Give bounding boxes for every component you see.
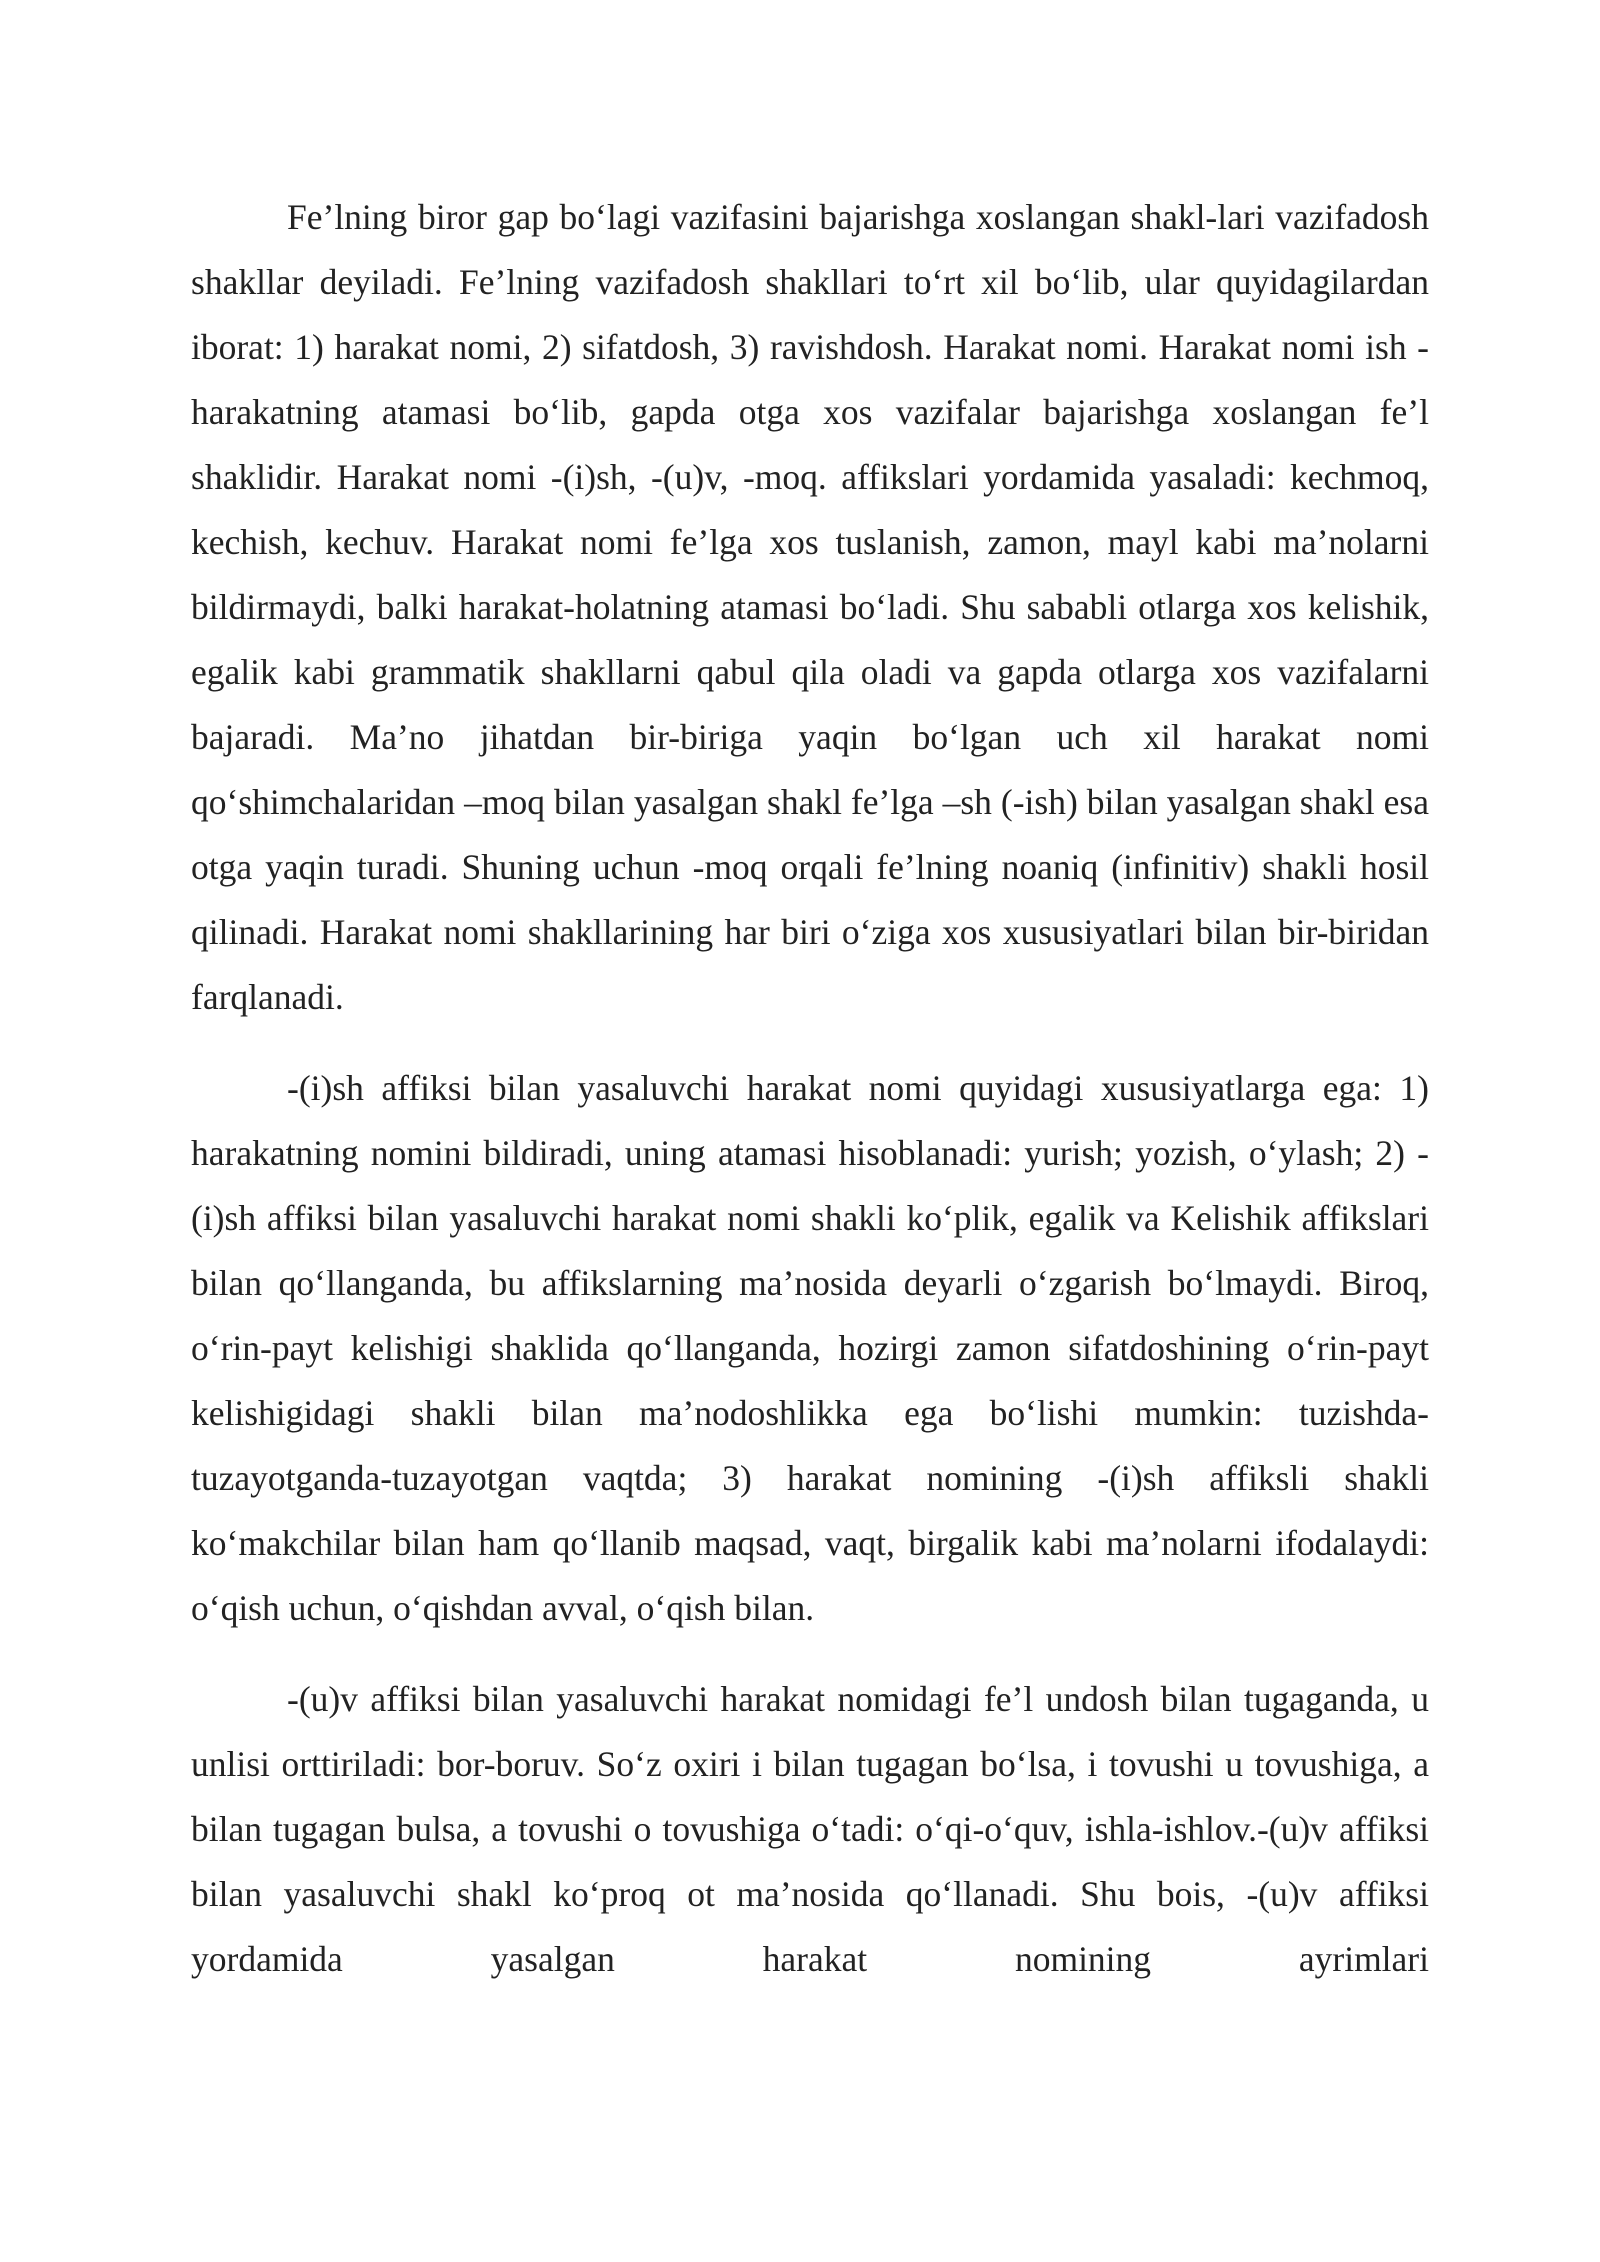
document-page xyxy=(191,185,1429,2018)
paragraph-ish-affix: -(i)sh affiksi bilan yasaluvchi harakat nomi quyidagi xususiyatlarga ega: 1) harakatning nomini bildiradi, uning atamasi hisoblanadi: yurish; yozish, o‘ylash; 2) -(i)sh affiksi bilan yasaluvchi harakat nomi shakli ko‘plik, egalik va Kelishik affikslari bilan qo‘llanganda, bu affikslarning ma’nosida deyarli o‘zgarish bo‘lmaydi. Biroq, o‘rin-payt kelishigi shaklida qo‘llanganda, hozirgi zamon sifatdoshining o‘rin-payt kelishigidagi shakli bilan ma’nodoshlikka ega bo‘lishi mumkin: tuzishda-tuzayotganda-tuzayotgan vaqtda; 3) harakat nomining -(i)sh affiksli shakli ko‘makchilar bilan ham qo‘llanib maqsad, vaqt, birgalik kabi ma’nolarni ifodalaydi: o‘qish uchun, o‘qishdan avval, o‘qish bilan. xyxy=(191,1068,1429,1628)
paragraph-uv-affix: -(u)v affiksi bilan yasaluvchi harakat nomidagi fe’l undosh bilan tugaganda, u unlisi orttiriladi: bor-boruv. So‘z oxiri i bilan tugagan bo‘lsa, i tovushi u tovushiga, a bilan tugagan bulsa, a tovushi o tovushiga o‘tadi: o‘qi-o‘quv, ishla-ishlov.-(u)v affiksi bilan yasaluvchi shakl ko‘proq ot ma’nosida qo‘llanadi. Shu bois, -(u)v affiksi yordamida yasalgan harakat nomining ayrimlari xyxy=(191,1679,1429,1979)
paragraph-harakat-nomi-intro: Fe’lning biror gap bo‘lagi vazifasini bajarishga xoslangan shakl-lari vazifadosh shakllar deyiladi. Fe’lning vazifadosh shakllari to‘rt xil bo‘lib, ular quyidagilardan iborat: 1) harakat nomi, 2) sifatdosh, 3) ravishdosh. Harakat nomi. Harakat nomi ish - harakatning atamasi bo‘lib, gapda otga xos vazifalar bajarishga xoslangan fe’l shaklidir. Harakat nomi -(i)sh, -(u)v, -moq. affikslari yordamida yasaladi: kechmoq, kechish, kechuv. Harakat nomi fe’lga xos tuslanish, zamon, mayl kabi ma’nolarni bildirmaydi, balki harakat-holatning atamasi bo‘ladi. Shu sababli otlarga xos kelishik, egalik kabi grammatik shakllarni qabul qila oladi va gapda otlarga xos vazifalarni bajaradi. Ma’no jihatdan bir-biriga yaqin bo‘lgan uch xil harakat nomi qo‘shimchalaridan –moq bilan yasalgan shakl fe’lga –sh (-ish) bilan yasalgan shakl esa otga yaqin turadi. Shuning uchun -moq orqali fe’lning noaniq (infinitiv) shakli hosil qilinadi. Harakat nomi shakllarining har biri o‘ziga xos xususiyatlari bilan bir-biridan farqlanadi. xyxy=(191,197,1429,1017)
